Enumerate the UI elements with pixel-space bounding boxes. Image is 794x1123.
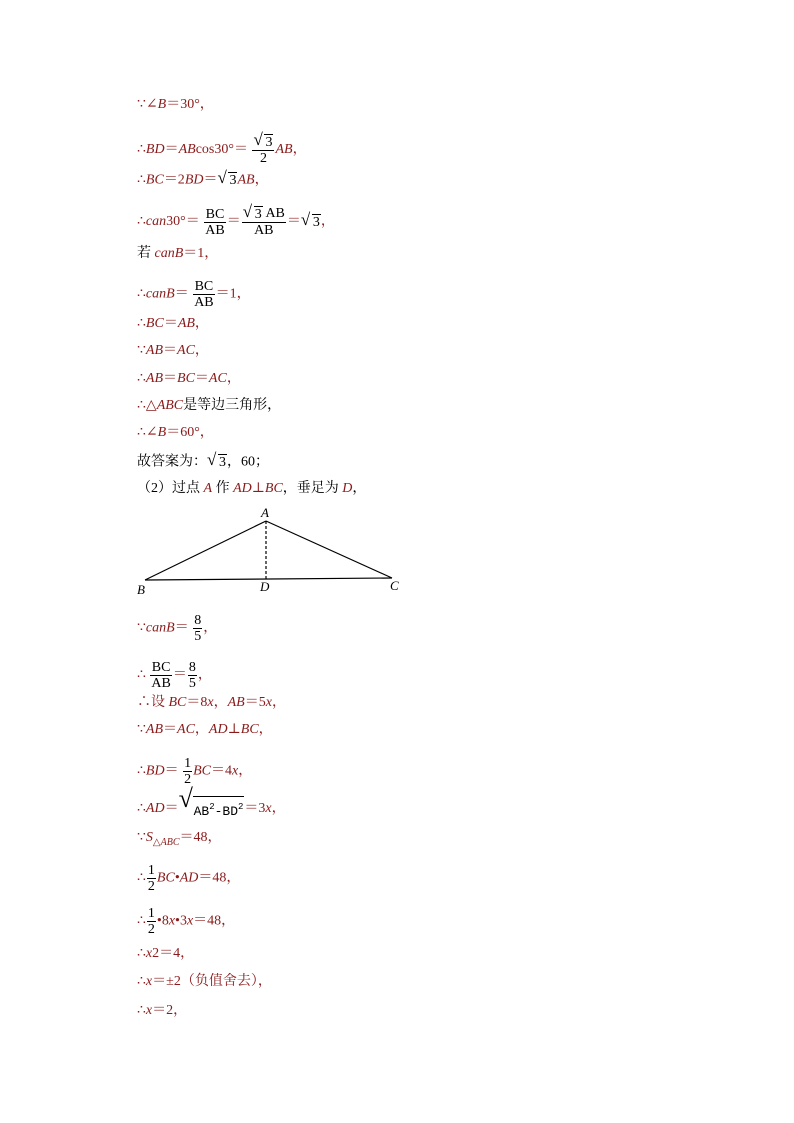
step-line-10: ∴△ABC是等边三角形， xyxy=(137,398,282,413)
part-2-heading: （2）过点 A 作 AD⊥BC，垂足为 D， xyxy=(137,481,367,496)
sqrt-3: √ 3 xyxy=(300,209,320,230)
fraction-bc-over-ab: $\frac{BC}{AB}$ xyxy=(205,206,225,238)
answer-line: 故答案为： √ 3，60； xyxy=(137,450,269,470)
label-b: B xyxy=(137,582,145,597)
step-line-1: ∵∠B＝30°， xyxy=(137,97,214,112)
triangle-figure xyxy=(130,503,410,598)
fraction-sqrt3ab-over-ab: √ 3 AB AB xyxy=(242,202,285,238)
fraction-1-over-2: $\frac{1}{2}$ xyxy=(184,756,192,787)
step-line-11: ∴∠B＝60°， xyxy=(137,425,214,440)
step-line-21: ∴ $\frac{1}{2}$ BC•AD＝48， xyxy=(137,863,241,894)
step-line-20: $\because S_{\triangle ABC}=48$， xyxy=(137,830,222,848)
step-line-8: ∵AB＝AC， xyxy=(137,343,209,358)
step-line-22: ∴ $\frac{1}{2}$ •8x•3x＝48， xyxy=(137,906,236,937)
step-line-19: ∴AD＝ √ $AB^2-BD^2=3x$， xyxy=(137,796,286,822)
fraction-bc-over-ab: $\frac{BC}{AB}$ xyxy=(151,660,171,691)
step-line-24: ∴x＝±2（负值舍去）， xyxy=(137,974,272,989)
step-line-15: ∴ $\frac{BC}{AB}$ ＝ $\frac{8}{5}$ ， xyxy=(137,660,212,691)
label-c: C xyxy=(390,578,399,593)
step-line-3: ∴BC＝2BD＝ √ 3AB， xyxy=(137,168,269,188)
step-line-17: ∵AB＝AC，AD⊥BC， xyxy=(137,722,273,737)
fraction-8-over-5: $\frac{8}{5}$ xyxy=(188,660,196,691)
label-d: D xyxy=(260,579,270,594)
step-line-23: ∴x2＝4， xyxy=(137,946,195,961)
sqrt-ab2-minus-bd2: √ $AB^2-BD^2$ xyxy=(179,796,245,822)
step-line-4: ∴can30°＝ $\frac{BC}{AB}$ ＝ √ 3 AB AB ＝ √ 3， xyxy=(137,202,335,238)
side-ab xyxy=(145,521,266,580)
step-line-2: ∴BD＝ABcos30°＝ √ 3 2 AB， xyxy=(137,130,307,166)
fraction-8-over-5: $\frac{8}{5}$ xyxy=(194,613,202,644)
step-line-14: ∵canB＝ $\frac{8}{5}$ ， xyxy=(137,613,218,644)
fraction-bc-over-ab: $\frac{BC}{AB}$ xyxy=(194,279,214,310)
step-line-5: 若 canB＝1， xyxy=(137,246,219,261)
fraction-1-over-2: $\frac{1}{2}$ xyxy=(147,863,155,894)
step-line-25: ∴x＝2， xyxy=(137,1003,188,1018)
step-line-9: ∴AB＝BC＝AC， xyxy=(137,371,241,386)
step-line-7: ∴BC＝AB， xyxy=(137,316,209,331)
sqrt-3: √ 3 xyxy=(207,450,226,470)
side-ac xyxy=(266,521,392,578)
fraction-1-over-2: $\frac{1}{2}$ xyxy=(147,906,155,937)
step-line-18: ∴BD＝ $\frac{1}{2}$ BC＝4x， xyxy=(137,756,253,787)
step-line-16: ∴设 BC＝8x，AB＝5x， xyxy=(137,695,286,710)
step-line-6: ∴canB＝ $\frac{BC}{AB}$ ＝1， xyxy=(137,279,251,310)
fraction-sqrt3-over-2: √ 3 2 xyxy=(253,130,273,166)
sqrt-3: √ 3 xyxy=(217,168,237,188)
label-a: A xyxy=(261,505,269,520)
